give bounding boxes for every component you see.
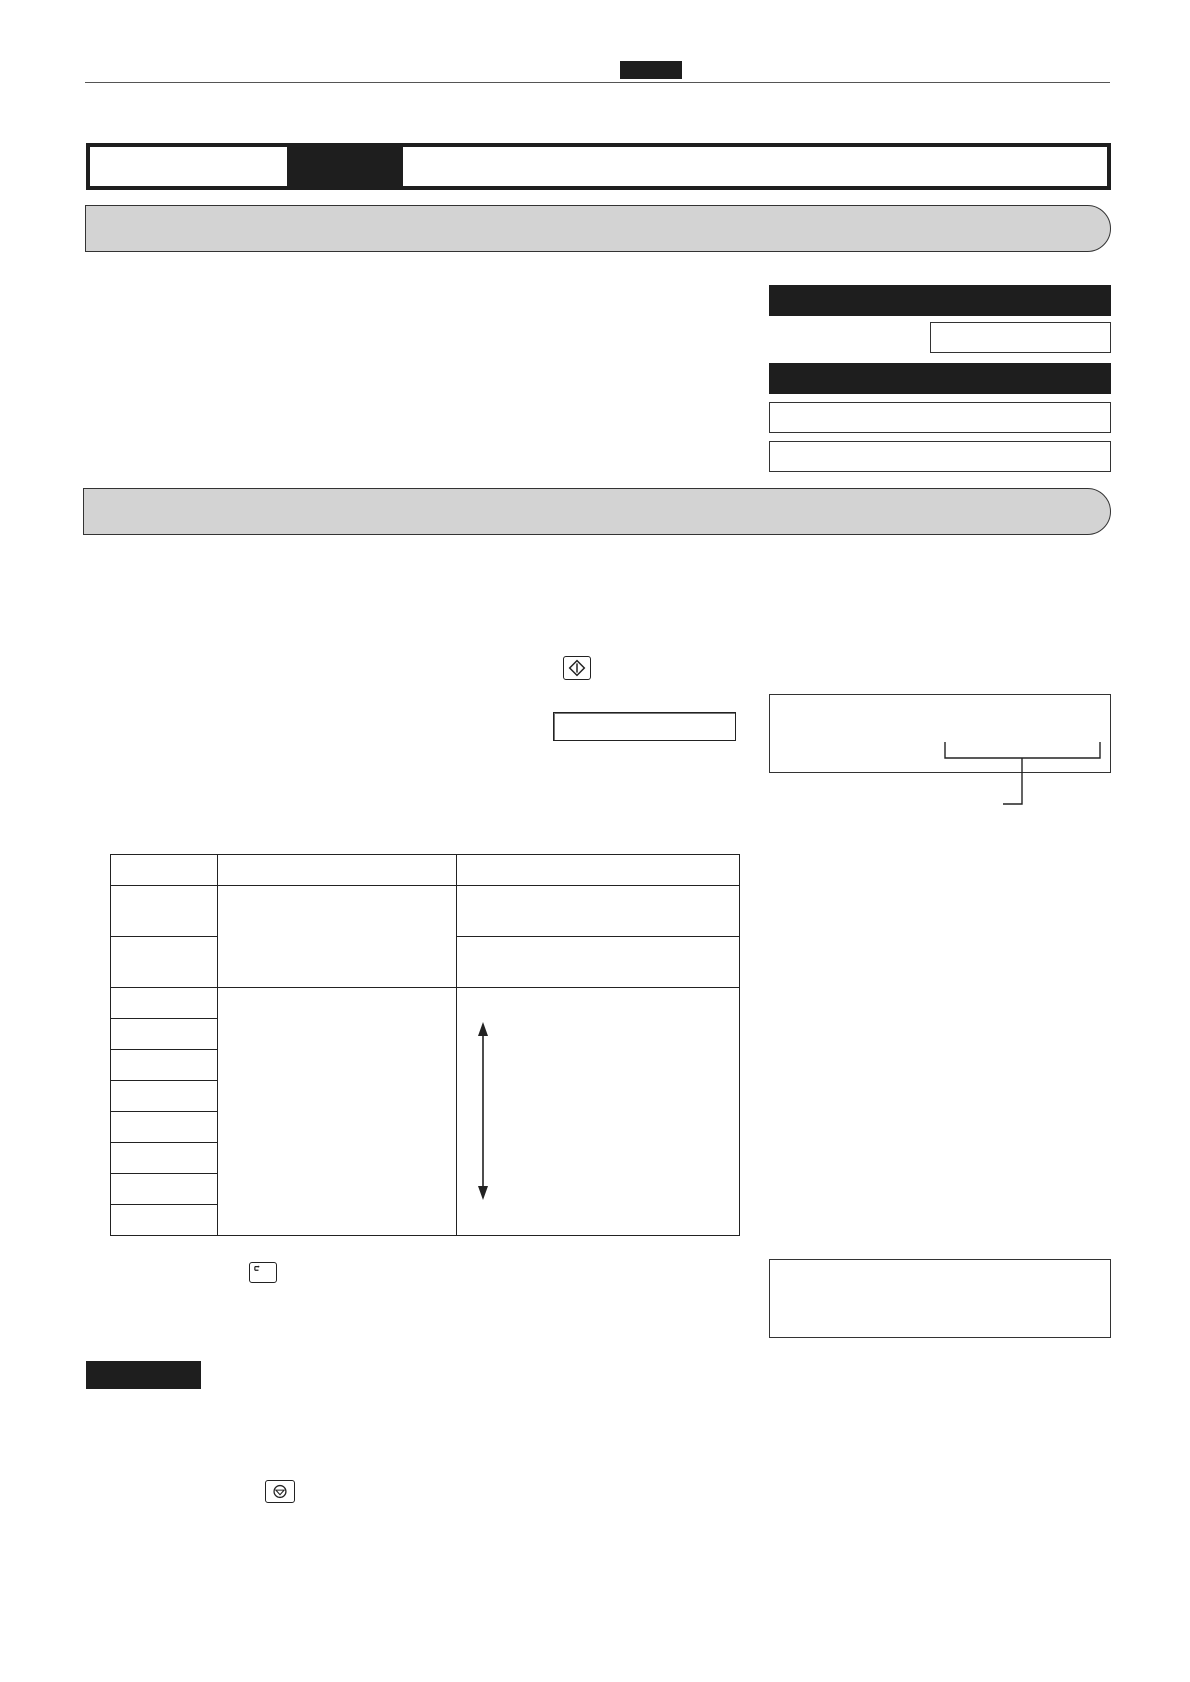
title-cell-right (403, 147, 1107, 186)
display-bracket-callout (940, 736, 1105, 806)
start-key-icon[interactable] (563, 656, 591, 680)
table-header-row (111, 855, 740, 886)
table-header-cell (111, 855, 218, 886)
section-bar-1 (85, 205, 1111, 252)
side-heading-1 (769, 285, 1111, 316)
table-row (111, 886, 740, 937)
section-bar-2 (83, 488, 1111, 535)
table-cell (111, 988, 218, 1019)
title-cell-left (90, 147, 291, 186)
double-headed-arrow-icon (470, 1020, 496, 1202)
data-table (110, 854, 740, 1236)
table-cell-merged (457, 988, 740, 1236)
stop-key-icon[interactable] (265, 1480, 295, 1503)
side-value-box-2 (769, 402, 1111, 433)
table-cell (111, 1205, 218, 1236)
header-page-tab (620, 61, 682, 79)
value-display-box (553, 712, 736, 741)
table-cell (111, 1112, 218, 1143)
table-cell (111, 1050, 218, 1081)
table-cell (111, 1174, 218, 1205)
table-cell (111, 1019, 218, 1050)
side-heading-2 (769, 363, 1111, 394)
table-row (111, 988, 740, 1019)
header-rule (85, 82, 1110, 83)
table-cell (111, 886, 218, 937)
table-cell-merged (218, 988, 457, 1236)
table-cell-merged (218, 886, 457, 988)
title-cell-dark (291, 147, 403, 186)
table-cell (111, 937, 218, 988)
table-header-cell (457, 855, 740, 886)
table-cell (111, 1081, 218, 1112)
display-panel-2 (769, 1259, 1111, 1338)
table-cell (457, 886, 740, 937)
table-cell (457, 937, 740, 988)
side-value-box-1 (930, 322, 1111, 353)
side-value-box-3 (769, 441, 1111, 472)
clear-key-icon[interactable] (249, 1262, 277, 1283)
table-cell (111, 1143, 218, 1174)
table-header-cell (218, 855, 457, 886)
note-label-bar (86, 1361, 201, 1389)
title-bar (86, 143, 1111, 190)
